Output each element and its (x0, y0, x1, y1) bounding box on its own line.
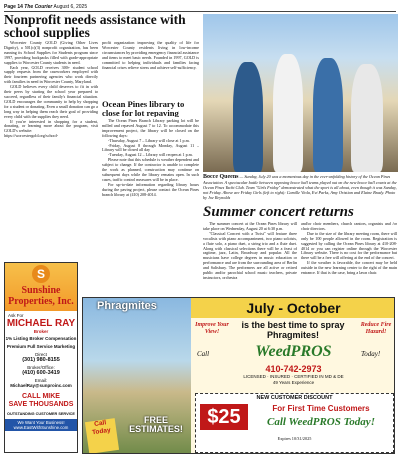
article-headline-concert: Summer concert returns (203, 205, 354, 220)
first-time-line: For First Time Customers (272, 404, 370, 413)
call-today-badge: Call Today (85, 418, 119, 454)
direct-phone[interactable]: (301) 980-8155 (22, 357, 60, 364)
ad-content (191, 298, 395, 454)
brand-logo: WeedPROS (255, 343, 332, 360)
website-link[interactable]: https://worcestergold.org/school- (4, 133, 59, 139)
concert-column-1 (203, 222, 297, 296)
ad-footer: We Want Your Business! www.EastWithSunshine.com (5, 419, 77, 431)
promo-line: Premium Full Service Marketing (6, 343, 76, 349)
concert-column-2 (301, 222, 397, 296)
season-banner: July - October (191, 298, 395, 318)
paragraph: -Tuesday, August 12 – Library will reopen at 1 p.m. (108, 152, 193, 158)
sun-logo-icon: S (32, 265, 50, 283)
cta-save: SAVE THOUSANDS (8, 400, 74, 408)
issue-date: August 6, 2025 (53, 4, 88, 10)
cta-call: CALL MIKE (22, 392, 60, 400)
paragraph: "Classical Concert with a Twist" will feature three vocalists with piano accompaniment, two piano soloists, a flute solo, a piano duet, a string trio and a flute duet. Along with classical selections there will be a feast of ragtime, jazz, Latin, Broadway and popular. All the musicians have college degrees in music education or performance and are from the surrounding area of Berlin and Salisbury. The performers are all active or retired public and/or parochial school music teachers, private instructors, orchestra (203, 230, 297, 280)
paragraph: If you're interested in shopping for a student, donating, or learning more about the program, visit GOLD's website: (4, 118, 98, 134)
phragmites-photo (83, 298, 191, 454)
agent-role: Broker (33, 329, 49, 335)
email-address[interactable]: MichaelRay@sunproinc.com (10, 383, 72, 389)
sunshine-properties-ad[interactable] (4, 262, 78, 453)
call-label: Call (197, 350, 210, 358)
page-number: Page 14 (4, 4, 23, 10)
ask-for: Ask For (8, 313, 24, 318)
person-figure (313, 58, 343, 172)
direct-label: Direct (35, 351, 47, 357)
ad-title: Phragmites (97, 300, 157, 312)
license-info: LICENSED · INSURED · CERTIFIED IN MD & DE 49 Years Experience (243, 374, 344, 385)
caption-title: Bocce Queens (203, 174, 239, 180)
paragraph: Worcester County GOLD (Giving Other Lives Dignity), a 501(c)(3) nonprofit organization, has been running its School Supplies for Students program since 1997, providing backpacks filled with grade-appropriate supplies to Worcester County students in need. (4, 41, 98, 65)
discount-amount: $25 OFF (200, 404, 248, 430)
publication-name: The Courier (24, 4, 53, 10)
paragraph: Each year, GOLD receives 300+ student school supply requests from the caseworkers employed with their fourteen partnering agencies who work directly with families in need in Worcester County, Maryland. (4, 64, 98, 85)
article-column-2 (102, 41, 199, 97)
email-label: Email: (34, 378, 48, 384)
coupon-brand: Call WeedPROS Today! (267, 416, 375, 428)
article-headline-library: Ocean Pines library to close for lot repaving (102, 100, 185, 118)
person-figure (351, 64, 383, 172)
reduce-callout: Reduce Fire Hazard! (360, 322, 392, 335)
improve-callout: Improve Your View! (195, 322, 229, 335)
office-phone[interactable]: (410) 600-3419 (22, 370, 60, 377)
service-line: OUTSTANDING CUSTOMER SERVICE (7, 411, 75, 416)
today-label: Today! (361, 350, 381, 358)
paragraph: If the weather is favorable, the concert may be held outside in the new learning center to the right of the main entrance. If that is the case, bring a lawn chair. (301, 260, 397, 276)
person-figure (273, 54, 303, 172)
phone-number[interactable]: 410-742-2973 (265, 364, 322, 374)
ad-banner (5, 263, 77, 311)
coupon-title: NEW CUSTOMER DISCOUNT (256, 395, 333, 401)
paragraph: GOLD believes every child deserves to fit in with their peers by starting the school year prepared to succeed, regardless of their family's financial situation. GOLD encourages the community to help by shopping for a student or donating. Even a small donation can go a long way in helping them reach their goal of providing every child with the supplies they need. (4, 84, 98, 119)
coupon-expiry: Expires 10/31/2025 (277, 436, 312, 441)
article-headline-school-supplies: Nonprofit needs assistance with school supplies (4, 13, 186, 39)
agent-name: MICHAEL RAY (6, 318, 76, 330)
paragraph: Please note that this schedule is weather dependent and subject to change. If the contractor is unable to complete the work as planned, construction may continue on subsequent days while the library remains open. In such cases, traffic control measures will be in place. (102, 157, 199, 182)
paragraph: profit organization improving the quality of life for Worcester County residents living in low-income circumstances by providing emergency financial assistance and items to meet basic needs. Founded in 1997, GOLD is committed to helping individuals and families facing financial crises relieve stress and achieve self-sufficiency. (102, 41, 199, 70)
photo-caption: Bocce Queens — Sunday, July 20 was a momentous day in the ever-unfolding history of the Ocean Pines Association. A spectacular battle between opposing bocce ball teams played out on the new bocce ball courts at the Ocean Pines Yacht Club. Team "Girls Friday" demonstrated what the sport is all about, even though it was Sunday, not Friday. Above are Friday Girls (left to right): Camille Viola, Evi Parks, Amy Oristian and Elaine Brady. Photo by Joe Reynolds (203, 174, 397, 200)
article-column-1 (4, 41, 98, 259)
paragraph: Due to the size of the library meeting room, there will only be 100 people allowed in the room. Registration is suggested by calling the Ocean Pines library at 410-208-4014 or you can register online through the Worcester Library website. There is no cost for the performance but there will be a free will offering at the end of the concert. (301, 230, 397, 261)
paragraph: -Thursday, August 7 – Library will close at 1 p.m. (108, 137, 190, 143)
free-estimates: FREE ESTIMATES! (129, 415, 183, 434)
person-figure (233, 62, 263, 172)
photo-credit: Photo by Joe Reynolds (203, 190, 396, 200)
page-header (4, 4, 87, 10)
article-library-body (102, 119, 199, 259)
paragraph: and/or choir members, church cantors, organists and /or choir directors. (301, 222, 397, 231)
discount-coupon[interactable] (195, 393, 394, 453)
paragraph: The summer concert at the Ocean Pines library will take place on Wednesday, August 20 at 6:30 p.m. (203, 222, 297, 231)
header-rule (4, 11, 396, 12)
paragraph: For up-to-date information regarding library hours during the paving project, please contact the Ocean Pines branch library at (410) 208-4014. (102, 181, 199, 197)
bocce-photo (203, 14, 398, 172)
office-label: Broker/Office: (27, 365, 55, 371)
paragraph: -Friday, August 8 through Monday, August 11 – Library will be closed all day (102, 142, 199, 153)
company-name: Sunshine Properties, Inc. (8, 285, 74, 307)
spray-message: is the best time to spray Phragmites! (241, 320, 345, 340)
website-link[interactable]: www.EastWithSunshine.com (13, 424, 69, 430)
promo-line: 1% Listing Broker Compensation (5, 336, 77, 342)
weedpros-ad[interactable] (82, 297, 395, 454)
paragraph: The Ocean Pines Branch Library parking lot will be milled and repaved August 7 to 12. To accommodate this improvement project, the library will be closed on the following days: (102, 119, 199, 138)
